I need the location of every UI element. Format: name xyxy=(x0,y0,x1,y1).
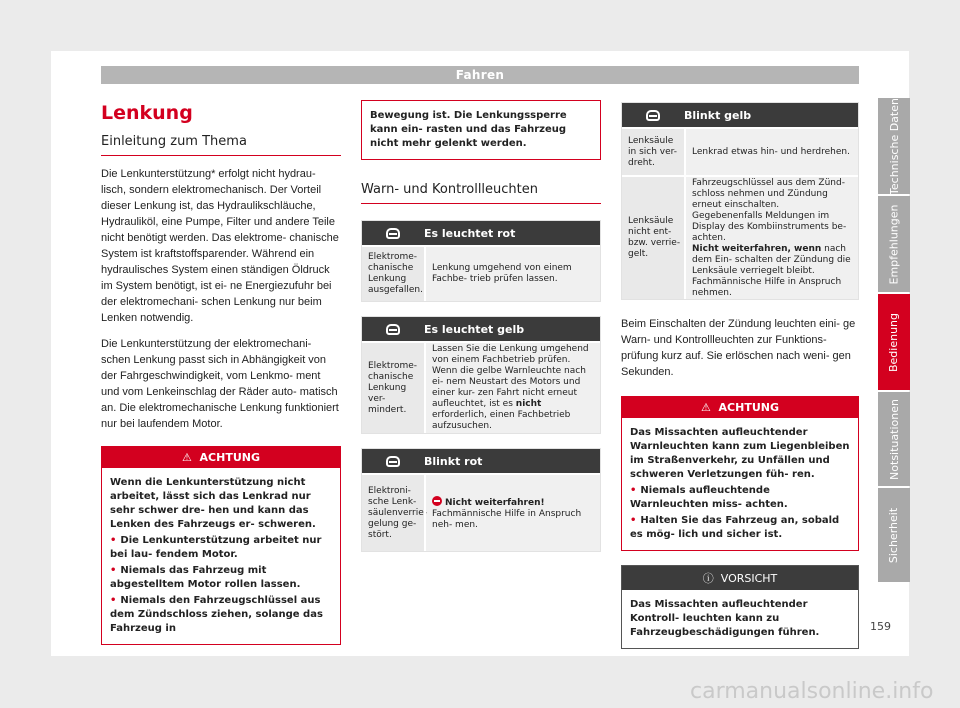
car-icon xyxy=(386,228,400,239)
table-header xyxy=(362,221,600,245)
warning-bullet xyxy=(110,534,332,562)
tab-label: Sicherheit xyxy=(887,507,901,563)
tab-sicherheit[interactable] xyxy=(878,488,910,582)
bullet-icon: • xyxy=(630,485,637,496)
warning-label: ACHTUNG xyxy=(718,401,779,414)
cell-text: Wenn die gelbe Warnleuchte nach ei- nem Neustart des Motors und einer kur- zen Fahrt nicht erneut aufleuchtet, ist es xyxy=(432,366,586,409)
cell-bold-text: Nicht weiterfahren! xyxy=(445,497,545,508)
table-cell-action: Lenkrad etwas hin- und herdrehen. xyxy=(684,129,858,175)
watermark: carmanualsonline.info xyxy=(690,679,934,704)
table-cell-condition: Elektrome- chanische Lenkung ausgefallen. xyxy=(362,247,424,301)
cell-bold-text: nicht xyxy=(515,399,542,409)
warning-triangle-icon: ⚠ xyxy=(181,451,192,464)
warning-bullet xyxy=(110,594,332,636)
car-icon xyxy=(646,110,660,121)
table-header-label: Blinkt rot xyxy=(424,454,483,468)
cell-text: Fahrzeugschlüssel aus dem Zünd- schloss nehmen und Zündung erneut einschalten. Gegebenenfalls Meldungen im Display des Kombiinstruments be- achten. xyxy=(692,177,847,243)
table-cell-action xyxy=(684,177,858,299)
table-header xyxy=(622,103,858,127)
warning-light-table xyxy=(361,448,601,552)
table-row xyxy=(362,473,600,551)
page-number: 159 xyxy=(870,620,891,633)
paragraph: Beim Einschalten der Zündung leuchten eini- ge Warn- und Kontrollleuchten zur Funktions- prüfung kurz auf. Sie erlöschen nach weni- gen Sekunden. xyxy=(621,318,856,378)
section-header: Fahren xyxy=(101,66,859,84)
tab-bedienung[interactable] xyxy=(878,294,910,390)
table-row xyxy=(622,175,858,299)
page-title: Lenkung xyxy=(101,102,193,124)
tab-notsituationen[interactable] xyxy=(878,392,910,486)
section-title: Warn- und Kontrollleuchten xyxy=(361,182,601,204)
bullet-text: Halten Sie das Fahrzeug an, sobald es mög- lich und sicher ist. xyxy=(630,515,840,540)
caution-header xyxy=(622,566,858,590)
table-cell-action xyxy=(424,343,600,433)
car-icon xyxy=(386,456,400,467)
table-cell-condition: Lenksäule nicht ent- bzw. verrie- gelt. xyxy=(622,177,684,299)
tab-technische-daten[interactable] xyxy=(878,98,910,194)
steering-warning-icon xyxy=(362,324,424,335)
stop-icon xyxy=(432,496,442,506)
caution-body: Das Missachten aufleuchtender Kontroll- leuchten kann zu Fahrzeugbeschädigungen führen. xyxy=(630,599,820,638)
bullet-icon: • xyxy=(110,565,117,576)
cell-text: Lassen Sie die Lenkung umgehend von einem Fachbetrieb prüfen. xyxy=(432,344,589,365)
warning-box xyxy=(101,446,341,645)
car-icon xyxy=(386,324,400,335)
warning-header xyxy=(102,447,340,468)
caution-label: VORSICHT xyxy=(720,572,778,585)
warning-intro: Das Missachten aufleuchtender Warnleuchten kann zum Liegenbleiben im Straßenverkehr, zu Unfällen und schweren Verletzungen füh- ren. xyxy=(630,427,850,480)
tab-empfehlungen[interactable] xyxy=(878,196,910,292)
tab-label: Notsituationen xyxy=(887,398,901,480)
tab-label: Bedienung xyxy=(887,312,901,372)
bullet-text: Niemals das Fahrzeug mit abgestelltem Motor rollen lassen. xyxy=(110,565,301,590)
cell-bold-text: Nicht weiterfahren, wenn xyxy=(692,243,822,254)
table-cell-condition: Elektrome- chanische Lenkung ver- mindert. xyxy=(362,343,424,433)
table-row xyxy=(362,245,600,301)
bullet-text: Niemals den Fahrzeugschlüssel aus dem Zündschloss ziehen, solange das Fahrzeug in xyxy=(110,595,323,634)
cell-text: Fachmännische Hilfe in Anspruch neh- men. xyxy=(432,508,582,530)
bullet-text: Niemals aufleuchtende Warnleuchten miss- achten. xyxy=(630,485,788,510)
warning-body xyxy=(102,468,340,644)
paragraph: Die Lenkunterstützung der elektromechani- schen Lenkung passt sich in Abhängigkeit von der Fahrgeschwindigkeit, vom Lenkmo- ment und vom Lenkeinschlag der Räder auto- matisch an. Die elektromechanische Lenkung funktioniert nur bei laufendem Motor. xyxy=(101,338,339,430)
paragraph: Die Lenkunterstützung* erfolgt nicht hydrau- lisch, sondern elektromechanisch. Der Vorteil dieser Lenkung ist, das Hydraulikschläuche, Hydrauliköl, eine Pumpe, Filter und andere Teile nicht benötigt werden. Das elektrome- chanische System ist kraftstoffsparender. Während ein hydraulisches System einen ständigen Öldruck im System benötigt, ist ei- ne Energiezufuhr bei der elektromechani- schen Lenkung nur beim Lenken notwendig. xyxy=(101,168,339,324)
table-cell-action: Lenkung umgehend von einem Fachbe- trieb prüfen lassen. xyxy=(424,247,600,301)
warning-bullet xyxy=(630,484,850,512)
table-header-label: Blinkt gelb xyxy=(684,108,752,122)
bullet-text: Die Lenkunterstützung arbeitet nur bei lau- fendem Motor. xyxy=(110,535,322,560)
warning-body: Bewegung ist. Die Lenkungssperre kann ein- rasten und das Fahrzeug nicht mehr gelenkt werden. xyxy=(370,110,567,149)
table-cell-condition: Elektroni- sche Lenk- säulenverrie- gelung ge- stört. xyxy=(362,475,424,551)
bullet-icon: • xyxy=(110,535,117,546)
table-row xyxy=(362,341,600,433)
caution-box xyxy=(621,565,859,649)
warning-box-continued xyxy=(361,100,601,160)
table-header xyxy=(362,449,600,473)
warning-label: ACHTUNG xyxy=(199,451,260,464)
warning-bullet xyxy=(630,514,850,542)
column-left xyxy=(101,98,341,645)
steering-warning-icon xyxy=(622,110,684,121)
column-right xyxy=(621,98,859,649)
table-header-label: Es leuchtet gelb xyxy=(424,322,525,336)
warning-box xyxy=(621,396,859,551)
warning-header xyxy=(622,397,858,418)
bullet-icon: • xyxy=(110,595,117,606)
warning-triangle-icon: ⚠ xyxy=(700,401,711,414)
cell-text: erforderlich, einen Fachbetrieb aufzusuchen. xyxy=(432,410,571,431)
table-cell-condition: Lenksäule in sich ver- dreht. xyxy=(622,129,684,175)
column-middle xyxy=(361,98,601,552)
warning-light-table xyxy=(361,220,601,302)
table-cell-action xyxy=(424,475,600,551)
warning-bullet xyxy=(110,564,332,592)
warning-light-table xyxy=(361,316,601,434)
table-header-label: Es leuchtet rot xyxy=(424,226,516,240)
cell-text: nach dem Ein- schalten der Zündung die Lenksäule verriegelt bleibt. Fachmännische Hilfe in Anspruch nehmen. xyxy=(692,243,851,298)
warning-body xyxy=(622,418,858,550)
table-header xyxy=(362,317,600,341)
table-row xyxy=(622,127,858,175)
warning-intro: Wenn die Lenkunterstützung nicht arbeitet, lässt sich das Lenkrad nur sehr schwer dre- hen und kann das Lenken des Fahrzeugs er- schweren. xyxy=(110,477,316,530)
warning-light-table xyxy=(621,102,859,300)
subtitle: Einleitung zum Thema xyxy=(101,134,341,156)
tab-label: Technische Daten xyxy=(887,97,901,195)
tab-label: Empfehlungen xyxy=(887,204,901,284)
steering-warning-icon xyxy=(362,456,424,467)
steering-warning-icon xyxy=(362,228,424,239)
bullet-icon: • xyxy=(630,515,637,526)
info-circle-icon: ⓘ xyxy=(702,572,714,585)
